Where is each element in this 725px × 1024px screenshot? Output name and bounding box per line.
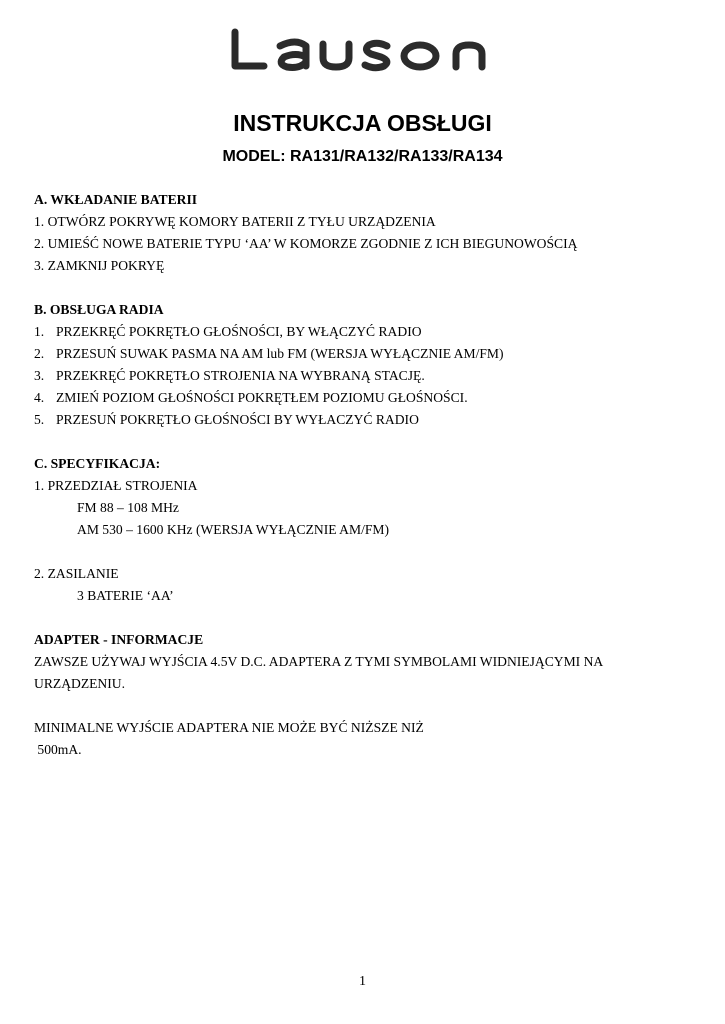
section-b-item-4: 4. ZMIEŃ POZIOM GŁOŚNOŚCI POKRĘTŁEM POZIOMU GŁOŚNOŚCI. [34,390,468,405]
adapter-heading: ADAPTER - INFORMACJE [34,632,204,647]
am-range: AM 530 – 1600 KHz (WERSJA WYŁĄCZNIE AM/FM) [77,522,390,537]
page-number: 1 [359,974,366,989]
document-body [34,189,694,761]
document-title: INSTRUKCJA OBSŁUGI [233,110,492,136]
tuning-range-label: 1. PRZEDZIAŁ STROJENIA [34,478,198,493]
adapter-text-1: ZAWSZE UŻYWAJ WYJŚCIA 4.5V D.C. ADAPTERA Z TYMI SYMBOLAMI WIDNIEJĄCYMI NA URZĄDZENIU. [34,654,603,691]
power-label: 2. ZASILANIE [34,566,119,581]
section-b-item-3: 3. PRZEKRĘĆ POKRĘTŁO STROJENIA NA WYBRANĄ STACJĘ. [34,368,425,383]
section-b-item-1: 1. PRZEKRĘĆ POKRĘTŁO GŁOŚNOŚCI, BY WŁĄCZYĆ RADIO [34,324,422,339]
section-c-heading: C. SPECYFIKACJA: [34,456,161,471]
model-line: MODEL: RA131/RA132/RA133/RA134 [222,148,503,165]
adapter-text-2-line-2: 500mA. [34,742,82,757]
section-a-heading: A. WKŁADANIE BATERII [34,192,198,207]
section-b-item-2: 2. PRZESUŃ SUWAK PASMA NA AM lub FM (WERSJA WYŁĄCZNIE AM/FM) [34,346,504,361]
fm-range: FM 88 – 108 MHz [77,500,179,515]
power-value: 3 BATERIE ‘AA’ [77,588,174,603]
adapter-text-2-line-1: MINIMALNE WYJŚCIE ADAPTERA NIE MOŻE BYĆ NIŻSZE NIŻ [34,720,424,735]
section-a-item-3: 3. ZAMKNIJ POKRYĘ [34,258,165,273]
lauson-logo [0,24,725,76]
section-b-heading: B. OBSŁUGA RADIA [34,302,164,317]
section-b-item-5: 5. PRZESUŃ POKRĘTŁO GŁOŚNOŚCI BY WYŁACZYĆ RADIO [34,412,419,427]
section-a-item-1: 1. OTWÓRZ POKRYWĘ KOMORY BATERII Z TYŁU URZĄDZENIA [34,214,436,229]
section-a-item-2: 2. UMIEŚĆ NOWE BATERIE TYPU ‘AA’ W KOMORZE ZGODNIE Z ICH BIEGUNOWOŚCIĄ [34,236,578,251]
